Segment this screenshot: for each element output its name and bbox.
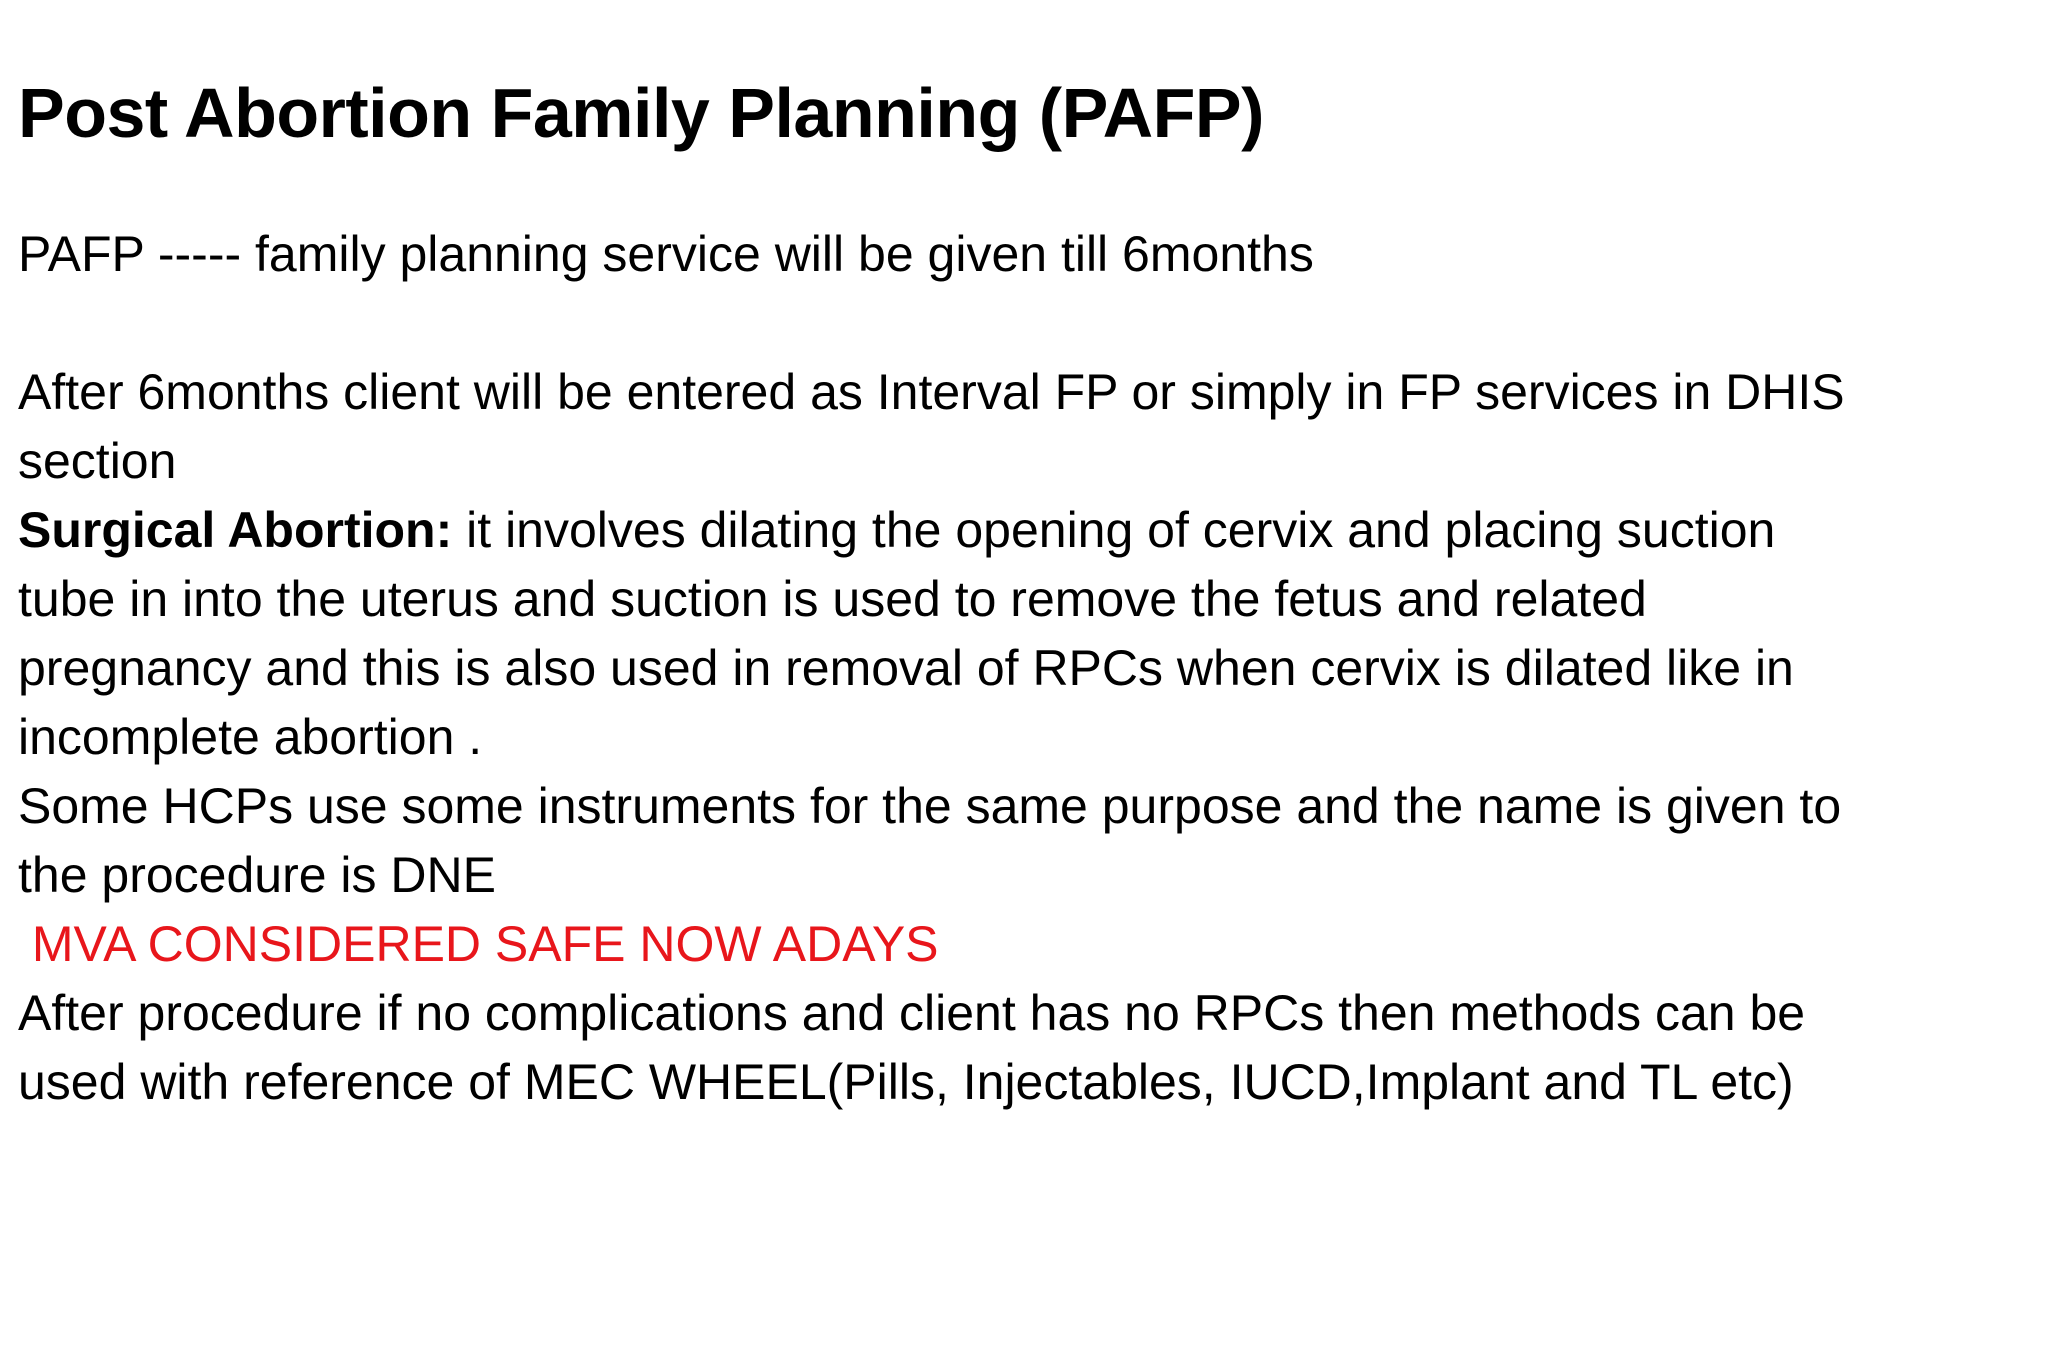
surgical-abortion-line-1 [18,496,1998,565]
blank-line [18,289,1998,358]
surgical-abortion-text: it involves dilating the opening of cervix and placing suction [466,502,1776,558]
pafp-definition-line: PAFP ----- family planning service will be given till 6months [18,226,1314,282]
surgical-abortion-label: Surgical Abortion: [18,502,453,558]
surgical-abortion-line-4: incomplete abortion . [18,709,483,765]
mva-safe-highlight: MVA CONSIDERED SAFE NOW ADAYS [18,916,939,972]
surgical-abortion-line-3: pregnancy and this is also used in removal of RPCs when cervix is dilated like in [18,640,1794,696]
surgical-abortion-line-2: tube in into the uterus and suction is used to remove the fetus and related [18,571,1647,627]
slide-title: Post Abortion Family Planning (PAFP) [18,74,1264,152]
after-6months-line-1: After 6months client will be entered as Interval FP or simply in FP services in DHIS [18,364,1845,420]
slide-body [18,220,1998,1117]
after-procedure-line-2: used with reference of MEC WHEEL(Pills, Injectables, IUCD,Implant and TL etc) [18,1054,1794,1110]
after-procedure-line-1: After procedure if no complications and client has no RPCs then methods can be [18,985,1806,1041]
hcp-instruments-line-2: the procedure is DNE [18,847,497,903]
hcp-instruments-line-1: Some HCPs use some instruments for the same purpose and the name is given to [18,778,1842,834]
after-6months-line-2: section [18,433,177,489]
